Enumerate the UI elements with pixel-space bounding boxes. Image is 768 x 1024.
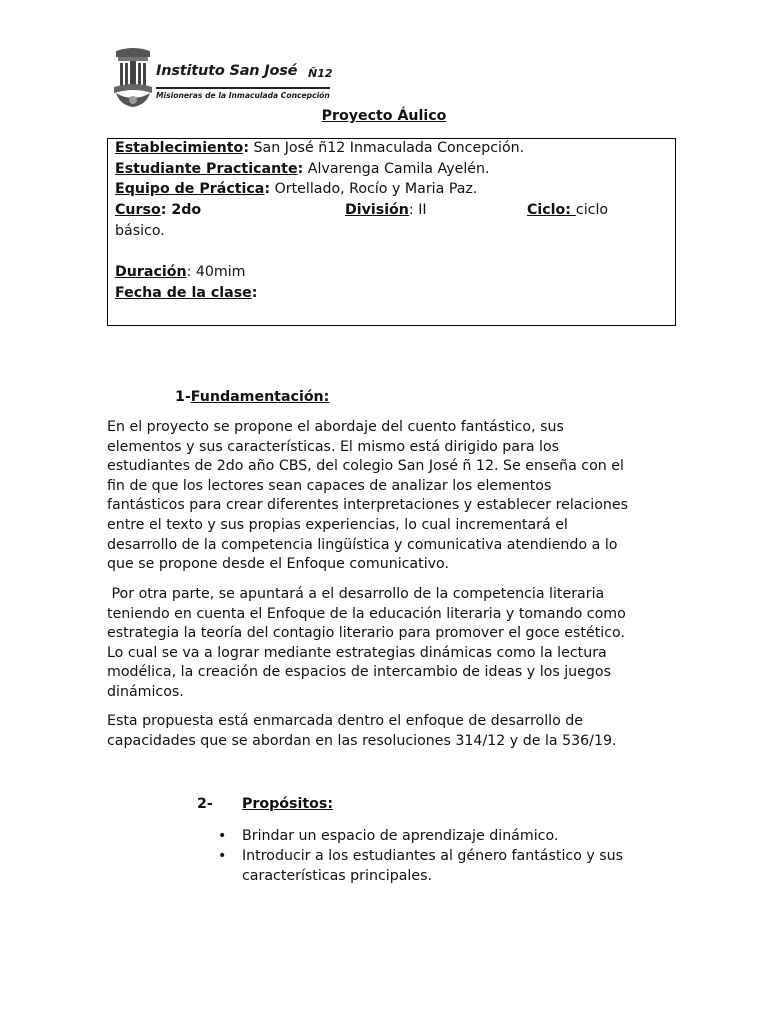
paragraph-1	[107, 418, 677, 575]
bullet-icon: •	[218, 828, 227, 844]
bullet-icon: •	[218, 848, 227, 864]
school-subtitle: Misioneras de la Inmaculada Concepción	[156, 91, 330, 100]
ciclo-line	[527, 200, 608, 220]
paragraph-line: desarrollo de la competencia lingüística y comunicativa atendiendo a lo	[107, 536, 618, 553]
paragraph-line: elementos y sus características. El mismo está dirigido para los	[107, 438, 560, 455]
paragraph-line: Lo cual se va a lograr mediante estrategias dinámicas como la lectura	[107, 644, 607, 661]
division-line	[345, 200, 427, 220]
fecha-label: Fecha de la clase	[115, 285, 252, 301]
division-value: : II	[408, 202, 427, 218]
paragraph-line: modélica, la creación de espacios de intercambio de ideas y los juegos	[107, 664, 611, 681]
paragraph-line: En el proyecto se propone el abordaje del cuento fantástico, sus	[107, 419, 564, 435]
paragraph-line: Esta propuesta está enmarcada dentro el enfoque de desarrollo de	[107, 713, 584, 729]
info-box	[107, 138, 676, 326]
estudiante-line: Estudiante Practicante: Alvarenga Camila Ayelén.	[115, 161, 490, 177]
division-label: División	[345, 202, 409, 218]
paragraph-2	[107, 585, 677, 703]
ciclo-label: Ciclo:	[527, 202, 576, 218]
fecha-line: Fecha de la clase:	[115, 285, 258, 301]
ciclo-value: ciclo	[575, 202, 609, 218]
page-title: Proyecto Áulico	[321, 108, 447, 124]
paragraph-line: estudiantes de 2do año CBS, del colegio San José ñ 12. Se enseña con el	[107, 458, 624, 475]
propositos-number: 2-	[197, 796, 213, 812]
school-name: Instituto San José	[156, 63, 298, 79]
equipo-value: Ortellado, Rocío y Maria Paz.	[270, 181, 478, 197]
logo-divider	[156, 87, 330, 89]
paragraph-line: Por otra parte, se apuntará a el desarrollo de la competencia literaria	[107, 586, 605, 602]
fundamentacion-title: Fundamentación:	[190, 389, 330, 405]
paragraph-line: capacidades que se abordan en las resoluciones 314/12 y de la 536/19.	[107, 732, 617, 749]
page-title-wrap	[0, 108, 768, 124]
duracion-line	[115, 262, 246, 282]
duracion-label: Duración	[115, 264, 187, 280]
school-number: Ñ12	[308, 67, 333, 80]
establecimiento-line: Establecimiento: San José ñ12 Inmaculada Concepción.	[115, 140, 525, 156]
equipo-label: Equipo de Práctica	[115, 181, 265, 197]
fundamentacion-heading	[175, 389, 329, 405]
paragraph-line: que se propone desde el Enfoque comunicativo.	[107, 556, 449, 573]
paragraph-line: teniendo en cuenta el Enfoque de la educación literaria y tomando como	[107, 605, 626, 622]
duracion-value: : 40mim	[186, 264, 246, 280]
establecimiento-value: San José ñ12 Inmaculada Concepción.	[249, 140, 525, 156]
paragraph-line: dinámicos.	[107, 683, 184, 700]
paragraph-line: fin de que los lectores sean capaces de analizar los elementos	[107, 477, 552, 494]
fundamentacion-number: 1-	[175, 389, 191, 405]
curso-label: Curso	[115, 202, 161, 218]
estudiante-value: Alvarenga Camila Ayelén.	[303, 161, 490, 177]
establecimiento-label: Establecimiento	[115, 140, 244, 156]
ciclo-continuation: básico.	[115, 223, 165, 239]
paragraph-line: fantásticos para crear diferentes interpretaciones y establecer relaciones	[107, 497, 629, 514]
list-item: • Introducir a los estudiantes al género fantástico y sus características principales.	[218, 848, 624, 884]
school-crest-icon	[110, 47, 156, 109]
equipo-line: Equipo de Práctica: Ortellado, Rocío y Maria Paz.	[115, 181, 478, 197]
school-logo	[110, 47, 332, 109]
propositos-title: Propósitos:	[242, 796, 333, 812]
list-item: • Brindar un espacio de aprendizaje dinámico.	[218, 828, 559, 844]
curso-value: : 2do	[160, 202, 202, 218]
curso-line	[115, 200, 201, 220]
paragraph-line: estrategia la teoría del contagio literario para promover el goce estético.	[107, 625, 625, 642]
estudiante-label: Estudiante Practicante	[115, 161, 298, 177]
propositos-heading	[242, 796, 333, 812]
paragraph-3	[107, 712, 677, 751]
paragraph-line: entre el texto y sus propias experiencias, lo cual incrementará el	[107, 516, 568, 533]
propositos-list	[214, 826, 674, 886]
